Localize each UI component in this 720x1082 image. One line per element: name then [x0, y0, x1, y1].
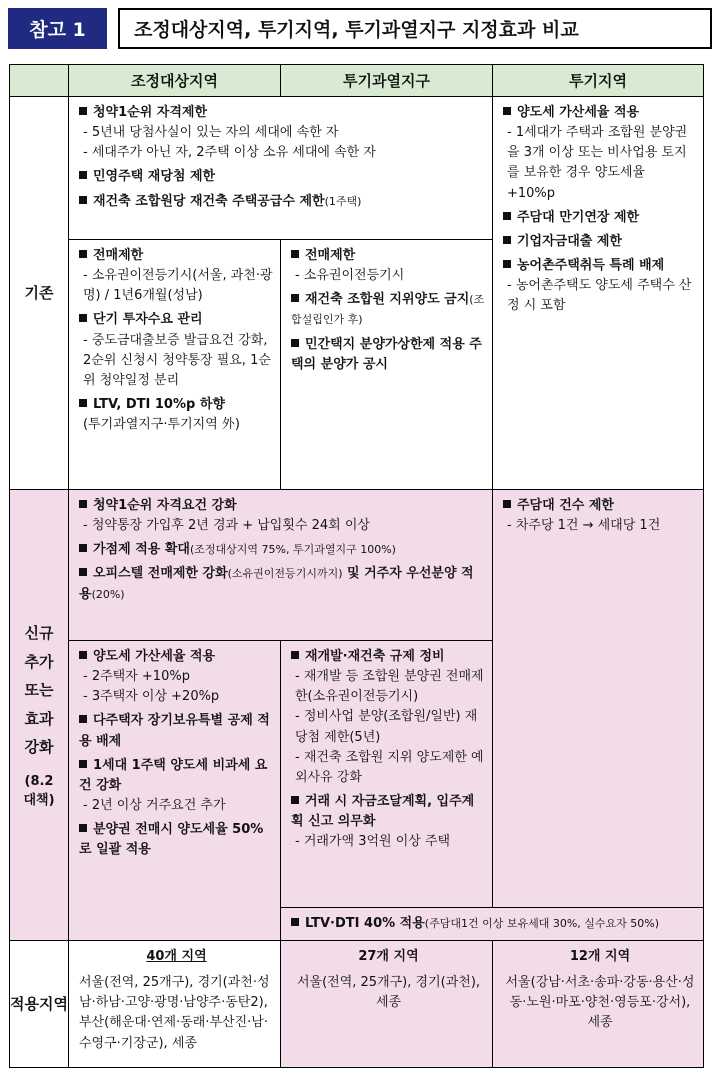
item-text: - 5년내 당첨사실이 있는 자의 세대에 속한 자 [83, 125, 339, 141]
item-text: - 3주택자 이상 +20%p [83, 689, 220, 705]
square-bullet-icon [79, 196, 87, 204]
corner-header [9, 64, 69, 97]
item-text: - 청약통장 가입후 2년 경과 + 납입횟수 24회 이상 [83, 518, 370, 534]
item-note: (조정대상지역 75%, 투기과열지구 100%) [189, 543, 396, 557]
square-bullet-icon [79, 250, 87, 258]
new-shared-block [68, 489, 493, 641]
row-label-areas [9, 940, 69, 1068]
item-text: LTV·DTI 40% 적용 [305, 916, 425, 931]
item-detail [503, 276, 697, 316]
item-detail [79, 796, 274, 816]
square-bullet-icon [79, 544, 87, 552]
item-heading [291, 335, 486, 375]
item-note: (1주택) [324, 194, 362, 208]
areas-adjustment-text: 서울(전역, 25개구), 경기(과천·성남·하남·고양·광명·남양주·동탄2), 부산(해운대·연제·동래·부산진·남·수영구·기장군), 세종 [79, 975, 270, 1051]
item-heading [79, 564, 486, 604]
square-bullet-icon [79, 715, 87, 723]
item-heading [503, 208, 697, 228]
existing-speculation-block [492, 96, 704, 490]
areas-overheated-count: 27개 지역 [358, 949, 419, 964]
item-detail [291, 748, 486, 788]
item-detail [79, 331, 274, 391]
item-detail [291, 266, 486, 286]
item-heading [79, 103, 486, 123]
item-heading [79, 246, 274, 266]
row-label-new-note: (8.2 대책) [23, 773, 55, 809]
row-label-line: 효과 [24, 709, 54, 728]
item-text: - 재개발 등 조합원 분양권 전매제한(소유권이전등기시) [295, 669, 484, 705]
square-bullet-icon [503, 500, 511, 508]
areas-speculation-text: 서울(강남·서초·송파·강동·용산·성동·노원·마포·양천·영등포·강서), 세종 [505, 975, 695, 1031]
item-text: 양도세 가산세율 적용 [93, 649, 216, 664]
new-speculation-block [492, 489, 704, 908]
row-label-line: 지역 [39, 994, 68, 1013]
item-heading [291, 792, 486, 832]
item-text: 재개발·재건축 규제 정비 [305, 649, 445, 664]
item-heading [291, 290, 486, 330]
item-heading [503, 103, 697, 123]
square-bullet-icon [79, 568, 87, 576]
item-text: LTV, DTI 10%p 하향 [93, 396, 225, 412]
item-detail [291, 667, 486, 707]
item-text: 거래 시 자금조달계획, 입주계획 신고 의무화 [291, 793, 475, 830]
square-bullet-icon [291, 651, 299, 659]
new-overheated-speculation-block [280, 907, 704, 941]
item-text: 주담대 건수 제한 [517, 498, 614, 513]
square-bullet-icon [503, 260, 511, 268]
item-text: - 세대주가 아닌 자, 2주택 이상 소유 세대에 속한 자 [83, 145, 376, 161]
item-detail [79, 667, 274, 687]
item-detail [291, 707, 486, 747]
item-tail-note: (20%) [91, 587, 125, 601]
item-text: 재건축 조합원당 재건축 주택공급수 제한 [93, 193, 325, 209]
item-heading [79, 756, 274, 796]
square-bullet-icon [291, 796, 299, 804]
square-bullet-icon [503, 236, 511, 244]
item-text: - 2주택자 +10%p [83, 669, 190, 685]
row-label-new [9, 489, 69, 941]
item-heading [291, 246, 486, 266]
item-note: (주담대1건 이상 보유세대 30%, 실수요자 50%) [424, 917, 660, 930]
item-text: - 소유권이전등기시(서울, 과천·광명) / 1년6개월(성남) [83, 268, 273, 304]
item-heading [79, 496, 486, 516]
new-overheated-block [280, 640, 493, 908]
square-bullet-icon [79, 824, 87, 832]
item-detail [291, 832, 486, 852]
row-label-line: 강화 [24, 738, 54, 757]
item-detail [503, 123, 697, 204]
existing-overheated-block [280, 239, 493, 490]
square-bullet-icon [79, 107, 87, 115]
item-text: 주담대 만기연장 제한 [517, 209, 640, 225]
item-text: - 중도금대출보증 발급요건 강화, 2순위 신청시 청약통장 필요, 1순위 청약일정 분리 [83, 332, 271, 388]
item-detail [79, 687, 274, 707]
areas-adjustment-count: 40개 지역 [146, 949, 207, 964]
square-bullet-icon [79, 314, 87, 322]
item-tail: 및 거주자 우선분양 적용 [79, 566, 474, 602]
item-text: 다주택자 장기보유특별 공제 적용 배제 [79, 713, 270, 749]
item-heading [503, 256, 697, 276]
item-text: 청약1순위 자격요건 강화 [93, 498, 237, 513]
item-text: 단기 투자수요 관리 [93, 312, 203, 328]
existing-adjustment-block [68, 239, 281, 490]
item-text: 전매제한 [93, 248, 144, 263]
item-text: - 농어촌주택도 양도세 주택수 산정 시 포함 [507, 278, 692, 314]
item-heading [79, 310, 274, 330]
item-heading [79, 540, 486, 560]
reference-badge: 참고 1 [8, 8, 107, 49]
item-heading [503, 496, 697, 516]
item-text: 민간택지 분양가상한제 적용 주택의 분양가 공시 [291, 336, 482, 372]
square-bullet-icon [79, 760, 87, 768]
item-text: - 재건축 조합원 지위 양도제한 예외사유 강화 [295, 749, 484, 785]
item-text: (투기과열지구·투기지역 外) [83, 417, 240, 433]
item-text: - 소유권이전등기시 [295, 268, 405, 284]
item-text: - 2년 이상 거주요건 추가 [83, 797, 226, 813]
item-text: 분양권 전매시 양도세율 50%로 일괄 적용 [79, 822, 264, 858]
row-label-line: 또는 [24, 681, 54, 700]
item-heading [291, 914, 697, 934]
item-heading [291, 647, 486, 667]
row-label-line: 적용 [10, 994, 39, 1013]
item-note: (조합설립인가 후) [291, 293, 485, 327]
square-bullet-icon [79, 171, 87, 179]
column-header-adjustment: 조정대상지역 [68, 64, 281, 97]
square-bullet-icon [503, 107, 511, 115]
square-bullet-icon [291, 294, 299, 302]
item-text: 1세대 1주택 양도세 비과세 요건 강화 [79, 757, 268, 793]
item-detail [79, 415, 274, 435]
row-label-line: 추가 [24, 652, 54, 671]
square-bullet-icon [79, 399, 87, 407]
areas-overheated-text: 서울(전역, 25개구), 경기(과천), 세종 [296, 975, 481, 1011]
item-text: 기업자금대출 제한 [517, 233, 622, 249]
item-text: - 정비사업 분양(조합원/일반) 재당첨 제한(5년) [295, 709, 478, 745]
item-detail [79, 123, 486, 143]
item-text: 가점제 적용 확대 [93, 542, 190, 558]
item-detail [503, 516, 697, 536]
square-bullet-icon [503, 212, 511, 220]
item-heading [79, 167, 486, 187]
areas-speculation-count: 12개 지역 [569, 949, 631, 964]
item-text: 전매제한 [305, 248, 356, 263]
column-header-overheated: 투기과열지구 [280, 64, 493, 97]
row-label-line: 신규 [24, 624, 54, 643]
item-detail [79, 516, 486, 536]
item-heading [79, 820, 274, 860]
item-note: (소유권이전등기시까지) [227, 567, 343, 581]
square-bullet-icon [291, 339, 299, 347]
areas-adjustment [68, 940, 281, 1068]
row-label-existing: 기존 [9, 96, 69, 490]
item-heading [79, 395, 274, 415]
item-heading [503, 232, 697, 252]
item-text: 농어촌주택취득 특례 배제 [517, 257, 665, 273]
item-text: - 거래가액 3억원 이상 주택 [295, 834, 451, 850]
item-text: 재건축 조합원 지위양도 금지 [305, 292, 470, 308]
item-text: 오피스텔 전매제한 강화 [93, 566, 228, 582]
item-text: - 차주당 1건 → 세대당 1건 [507, 518, 661, 534]
square-bullet-icon [291, 918, 299, 926]
item-detail [79, 266, 274, 306]
item-text: 민영주택 재당첨 제한 [93, 169, 216, 185]
new-adjustment-block [68, 640, 281, 941]
column-header-speculation: 투기지역 [492, 64, 704, 97]
areas-speculation [492, 940, 704, 1068]
page-title: 조정대상지역, 투기지역, 투기과열지구 지정효과 비교 [118, 8, 712, 49]
existing-shared-block [68, 96, 493, 240]
item-detail [79, 143, 486, 163]
areas-overheated [280, 940, 493, 1068]
item-heading [79, 192, 486, 212]
square-bullet-icon [79, 500, 87, 508]
square-bullet-icon [79, 651, 87, 659]
item-text: 양도세 가산세율 적용 [517, 105, 640, 120]
item-text: - 1세대가 주택과 조합원 분양권을 3개 이상 또는 비사업용 토지를 보유한 경우 양도세율 +10%p [507, 125, 688, 201]
item-heading [79, 647, 274, 667]
row-label-new-lines [19, 619, 59, 762]
square-bullet-icon [291, 250, 299, 258]
item-heading [79, 711, 274, 751]
item-text: 청약1순위 자격제한 [93, 105, 208, 120]
